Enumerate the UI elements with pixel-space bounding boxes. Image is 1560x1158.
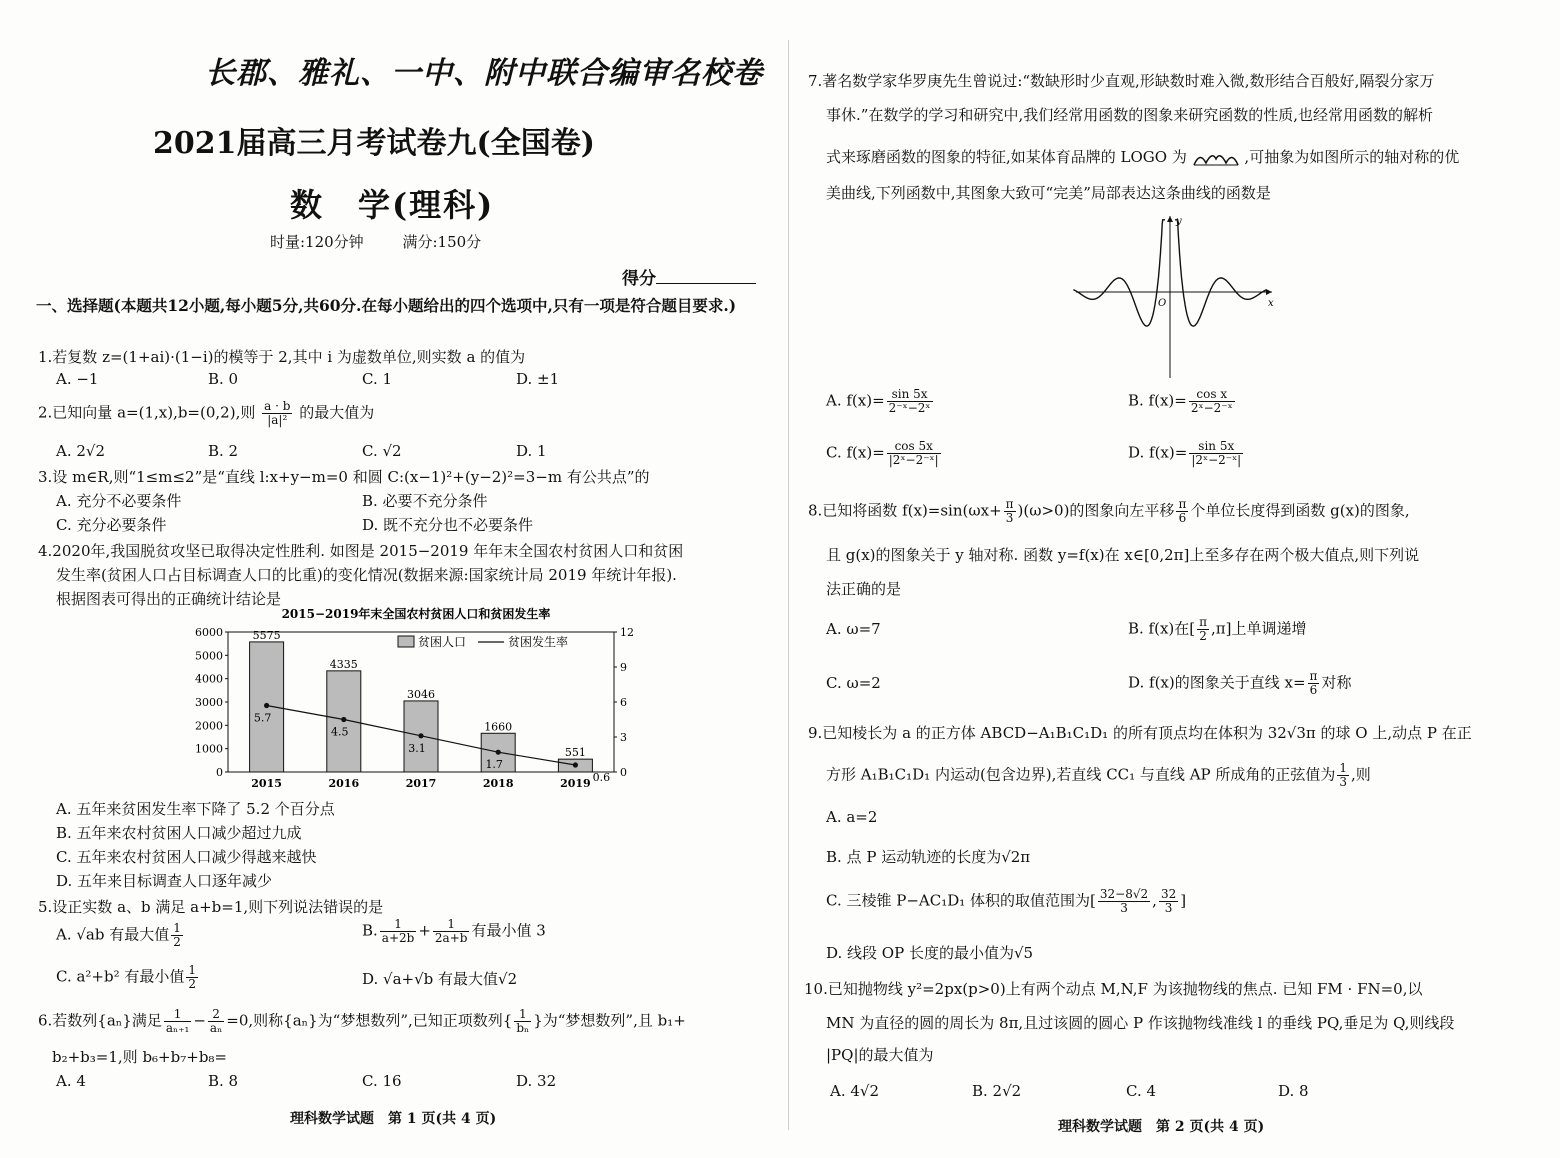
y-label: y <box>1176 216 1182 227</box>
y-left-tick-label: 0 <box>216 766 223 779</box>
q7-option-a: A. f(x)= $\frac{\sin 5x}{\text{2⁻ˣ−2ˣ}}$ <box>826 387 931 415</box>
legend-bar-swatch <box>398 636 414 647</box>
exam-title: 2021届高三月考试卷九(全国卷) <box>153 126 595 161</box>
q8-option-c: C. ω=2 <box>826 674 881 692</box>
question-4-line-3: 根据图表可得出的正确统计结论是 <box>56 590 282 608</box>
question-7-line-3: 式来琢磨函数的图象的特征,如某体育品牌的 LOGO 为 ,可抽象为如图所示的轴对称的优 <box>826 148 1460 166</box>
bar-value-label: 1660 <box>484 720 513 734</box>
y-left-tick-label: 6000 <box>195 626 223 639</box>
q2-option-d: D. 1 <box>516 442 547 460</box>
rate-point <box>341 717 346 722</box>
q10-option-d: D. 8 <box>1278 1082 1309 1100</box>
rate-point <box>418 733 423 738</box>
y-axis-arrow <box>1167 216 1173 222</box>
q2-fraction: $\frac{a \cdot b}{\text{|a|²}}$ <box>264 399 291 427</box>
chart-title: 2015−2019年末全国农村贫困人口和贫困发生率 <box>281 607 551 621</box>
poverty-chart <box>186 606 646 796</box>
x-tick-label: 2019 <box>560 777 591 790</box>
q2-tail: 的最大值为 <box>299 403 375 422</box>
q4-option-b: B. 五年来农村贫困人口减少超过九成 <box>56 824 302 842</box>
q4-option-c: C. 五年来农村贫困人口减少得越来越快 <box>56 848 317 866</box>
y-left-tick-label: 4000 <box>195 672 223 686</box>
time-limit: 时量:120分钟 <box>270 233 364 251</box>
q7-function-graph <box>1072 212 1282 382</box>
question-6-line-1: 6.若数列{aₙ}满足 $\frac{1}{\text{aₙ₊₁}}$ − $\frac{2}{\text{aₙ}}$ =0,则称{aₙ}为“梦想数列”,已知正项数列{ $\frac{1}{\text{bₙ}}$ }为“梦想数列”,且 b₁+ <box>38 1007 686 1035</box>
legend-line-label: 贫困发生率 <box>508 635 569 649</box>
q9-option-c: C. 三棱锥 P−AC₁D₁ 体积的取值范围为[ $\frac{32-8√2}{3}$ , $\frac{32}{3}$ ] <box>826 887 1187 915</box>
q3-option-d: D. 既不充分也不必要条件 <box>362 516 534 534</box>
question-7-line-1: 7.著名数学家华罗庚先生曾说过:“数缺形时少直观,形缺数时难入微,数形结合百般好,隔裂分家万 <box>808 72 1435 90</box>
question-8-line-2: 且 g(x)的图象关于 y 轴对称. 函数 y=f(x)在 x∈[0,2π]上至多存在两个极大值点,则下列说 <box>826 546 1420 564</box>
q9-option-b: B. 点 P 运动轨迹的长度为√2π <box>826 848 1031 866</box>
q2-option-b: B. 2 <box>208 442 239 460</box>
bar-value-label: 5575 <box>252 628 281 642</box>
page-2 <box>790 0 1560 1158</box>
rate-point <box>264 703 269 708</box>
x-axis-arrow <box>1266 289 1272 295</box>
q9-option-d: D. 线段 OP 长度的最小值为√5 <box>826 944 1034 962</box>
section-heading: 一、选择题(本题共12小题,每小题5分,共60分.在每小题给出的四个选项中,只有一项是符合题目要求.) <box>36 296 737 315</box>
y-right-tick-label: 6 <box>620 696 627 709</box>
score-field <box>622 264 756 289</box>
question-10-line-2: MN 为直径的圆的周长为 8π,且过该圆的圆心 P 作该抛物线准线 l 的垂线 PQ,垂足为 Q,则线段 <box>826 1014 1455 1032</box>
q10-option-c: C. 4 <box>1126 1082 1157 1100</box>
q10-option-a: A. 4√2 <box>830 1082 880 1100</box>
q5-option-b: B. $\frac{1}{a+2b}$ + $\frac{1}{2a+b}$ 有最小值 3 <box>362 917 546 945</box>
q2-text: 2.已知向量 a=(1,x),b=(0,2),则 <box>38 403 256 422</box>
q7-option-d: D. f(x)= $\frac{\sin 5x}{\text{|2ˣ−2⁻ˣ|}}$ <box>1128 439 1242 467</box>
q6-option-d: D. 32 <box>516 1072 557 1090</box>
question-10-line-1: 10.已知抛物线 y²=2px(p>0)上有两个动点 M,N,F 为该抛物线的焦点. 已知 FM · FN=0,以 <box>804 980 1423 998</box>
q5-option-d: D. √a+√b 有最大值√2 <box>362 970 518 988</box>
q6-option-a: A. 4 <box>56 1072 86 1090</box>
y-left-tick-label: 1000 <box>195 742 223 756</box>
x-tick-label: 2017 <box>405 777 437 790</box>
rate-value-label: 1.7 <box>485 758 503 772</box>
rate-point <box>573 762 578 767</box>
y-left-tick-label: 3000 <box>195 696 223 709</box>
q1-option-d: D. ±1 <box>516 370 560 388</box>
question-10-line-3: |PQ|的最大值为 <box>826 1046 934 1064</box>
q8-option-d: D. f(x)的图象关于直线 x= $\frac{\pi}{6}$ 对称 <box>1128 669 1352 697</box>
question-8-line-1: 8.已知将函数 f(x)=sin(ωx+ $\frac{\pi}{3}$ )(ω>0)的图象向左平移 $\frac{\pi}{6}$ 个单位长度得到函数 g(x)的图象, <box>808 497 1410 525</box>
footer-page-2: 理科数学试题 第 2 页(共 4 页) <box>1058 1119 1265 1135</box>
question-6-line-2: b₂+b₃=1,则 b₆+b₇+b₈= <box>52 1048 227 1066</box>
y-right-tick-label: 0 <box>620 766 627 779</box>
rate-point <box>496 750 501 755</box>
brand-logo-icon <box>1192 149 1240 167</box>
q4-option-a: A. 五年来贫困发生率下降了 5.2 个百分点 <box>56 800 335 818</box>
question-7-line-2: 事休.”在数学的学习和研究中,我们经常用函数的图象来研究函数的性质,也经常用函数的解析 <box>826 106 1433 124</box>
question-4-line-2: 发生率(贫困人口占目标调查人口的比重)的变化情况(数据来源:国家统计局 2019 年统计年报). <box>56 566 677 584</box>
x-tick-label: 2016 <box>328 777 360 790</box>
q2-option-c: C. √2 <box>362 442 402 460</box>
subject-title: 数 学(理科) <box>290 186 495 224</box>
score-label: 得分 <box>622 269 656 289</box>
score-blank <box>656 269 756 284</box>
q5-option-a: A. √ab 有最大值 $\frac{1}{2}$ <box>56 921 181 949</box>
full-score: 满分:150分 <box>402 233 482 251</box>
bar-value-label: 4335 <box>329 657 358 671</box>
y-left-tick-label: 2000 <box>195 719 223 733</box>
chart-legend <box>398 634 568 649</box>
rate-value-label: 5.7 <box>253 711 272 725</box>
q5-option-c: C. a²+b² 有最小值 $\frac{1}{2}$ <box>56 963 197 991</box>
rate-value-label: 0.6 <box>592 771 611 784</box>
q10-option-b: B. 2√2 <box>972 1082 1022 1100</box>
y-right-tick-label: 9 <box>620 661 627 674</box>
legend-bar-label: 贫困人口 <box>418 635 467 649</box>
y-right-tick-label: 3 <box>620 731 627 744</box>
bar-value-label: 3046 <box>407 687 435 701</box>
rate-value-label: 3.1 <box>408 741 426 755</box>
school-title: 长郡、雅礼、一中、附中联合编审名校卷 <box>205 56 763 91</box>
origin-label: O <box>1158 298 1167 309</box>
question-4-line-1: 4.2020年,我国脱贫攻坚已取得决定性胜利. 如图是 2015−2019 年年末全国农村贫困人口和贫困 <box>38 542 684 560</box>
q9-option-a: A. a=2 <box>826 808 878 826</box>
q1-option-c: C. 1 <box>362 370 393 388</box>
question-2 <box>38 400 374 427</box>
q8-option-a: A. ω=7 <box>826 620 881 638</box>
x-tick-label: 2015 <box>251 777 282 790</box>
x-tick-label: 2018 <box>482 777 514 790</box>
q6-option-c: C. 16 <box>362 1072 402 1090</box>
q1-option-a: A. −1 <box>56 370 99 388</box>
bar-value-label: 551 <box>564 746 586 760</box>
y-right-tick-label: 12 <box>620 626 634 639</box>
footer-page-1: 理科数学试题 第 1 页(共 4 页) <box>290 1111 497 1127</box>
y-left-tick-label: 5000 <box>195 649 223 663</box>
q2-option-a: A. 2√2 <box>56 442 106 460</box>
q3-option-a: A. 充分不必要条件 <box>56 492 182 510</box>
q6-option-b: B. 8 <box>208 1072 239 1090</box>
q4-option-d: D. 五年来目标调查人口逐年减少 <box>56 872 273 890</box>
q1-option-b: B. 0 <box>208 370 239 388</box>
question-1: 1.若复数 z=(1+ai)·(1−i)的模等于 2,其中 i 为虚数单位,则实数 a 的值为 <box>38 348 526 366</box>
question-7-line-4: 美曲线,下列函数中,其图象大致可“完美”局部表达这条曲线的函数是 <box>826 184 1271 202</box>
x-label: x <box>1268 298 1274 309</box>
question-5: 5.设正实数 a、b 满足 a+b=1,则下列说法错误的是 <box>38 898 384 916</box>
rate-value-label: 4.5 <box>331 725 349 739</box>
q7-option-b: B. f(x)= $\frac{\text{cos x}}{\text{2ˣ−2⁻ˣ}}$ <box>1128 387 1233 415</box>
q7-option-c: C. f(x)= $\frac{\cos 5x}{\text{|2ˣ−2⁻ˣ|}}$ <box>826 439 939 467</box>
q3-option-c: C. 充分必要条件 <box>56 516 167 534</box>
question-8-line-3: 法正确的是 <box>826 580 902 598</box>
q8-option-b: B. f(x)在[ $\frac{\pi}{2}$ ,π]上单调递增 <box>1128 615 1307 643</box>
q3-option-b: B. 必要不充分条件 <box>362 492 488 510</box>
question-9-line-1: 9.已知棱长为 a 的正方体 ABCD−A₁B₁C₁D₁ 的所有顶点均在体积为 32√3π 的球 O 上,动点 P 在正 <box>808 724 1472 742</box>
exam-meta <box>270 231 515 252</box>
question-9-line-2: 方形 A₁B₁C₁D₁ 内运动(包含边界),若直线 CC₁ 与直线 AP 所成角的正弦值为 $\frac{1}{3}$ ,则 <box>826 761 1371 789</box>
question-3: 3.设 m∈R,则“1≤m≤2”是“直线 l:x+y−m=0 和圆 C:(x−1)²+(y−2)²=3−m 有公共点”的 <box>38 468 650 486</box>
